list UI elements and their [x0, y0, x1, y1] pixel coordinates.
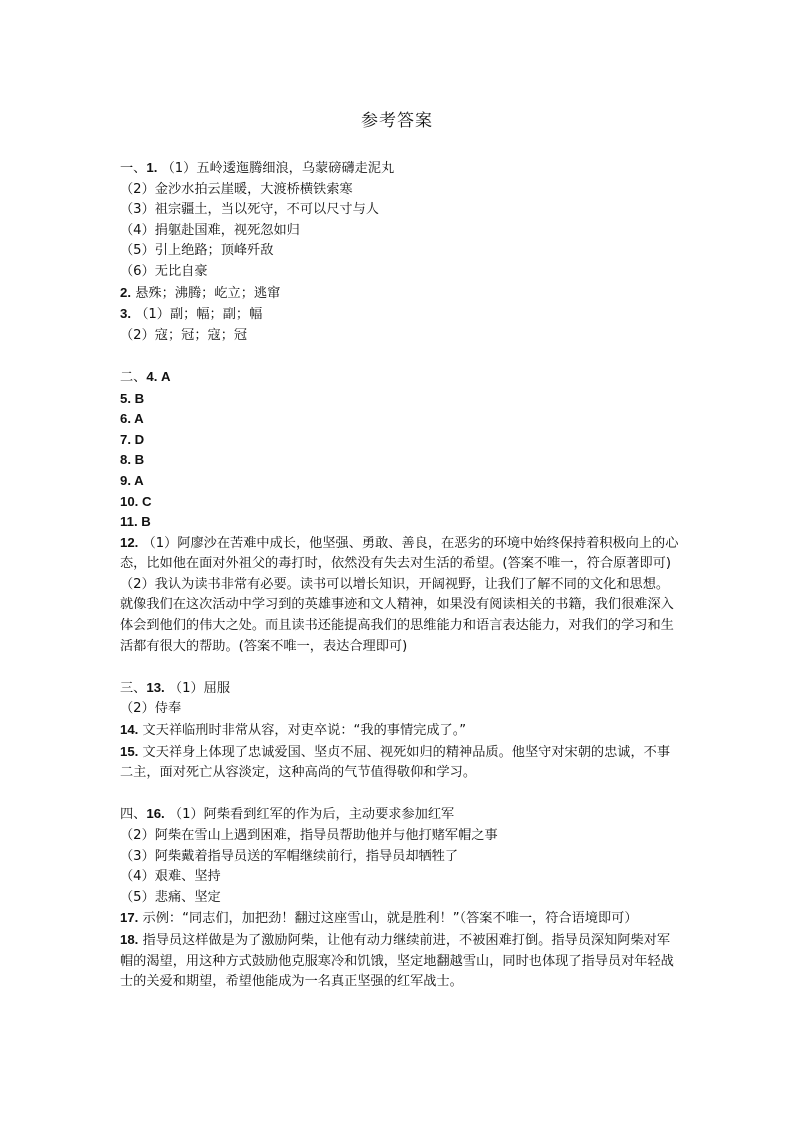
q12-answer-1: （1）阿廖沙在苦难中成长，他坚强、勇敢、善良，在恶劣的环境中始终保持着积极向上的心态，比如他在面对外祖父的毒打时，依然没有失去对生活的希望。(答案不唯一，符合原著即可) — [120, 535, 679, 572]
q12-answer-2: （2）我认为读书非常有必要。读书可以增长知识，开阔视野，让我们了解不同的文化和思想。就像我们在这次活动中学习到的英雄事迹和文人精神，如果没有阅读相关的书籍，我们很难深入体会到他们的伟大之处。而且读书还能提高我们的思维能力和语言表达能力，对我们的学习和生活都有很大的帮助。(答案不唯一，表达合理即可) — [120, 576, 674, 654]
page-title: 参考答案 — [361, 111, 433, 131]
q4-answer: 4. A — [146, 368, 171, 384]
q17-number: 17. — [120, 910, 139, 926]
q3-answer-1: （1）副；幅；副；幅 — [135, 307, 263, 323]
q4-line — [120, 367, 680, 389]
q2-answer: 悬殊；沸腾；屹立；逃窜 — [135, 285, 281, 301]
q11-answer: 11. B — [120, 514, 151, 530]
section-3-prefix: 三、 — [120, 680, 147, 696]
q5-answer: 5. B — [120, 390, 145, 406]
q1-line-1 — [120, 158, 680, 180]
q1-answer-4: （4）捐躯赴国难，视死忽如归 — [120, 222, 300, 238]
q8-answer: 8. B — [120, 452, 145, 468]
q1-number: 1. — [146, 160, 158, 175]
q18-answer: 指导员这样做是为了激励阿柴，让他有动力继续前进，不被困难打倒。指导员深知阿柴对军帽的渴望，用这种方式鼓励他克服寒冷和饥饿，坚定地翻越雪山，同时也体现了指导员对年轻战士的关爱和期望，希望他能成为一名真正坚强的红军战士。 — [120, 932, 674, 990]
q10-answer: 10. C — [120, 493, 152, 509]
section-1-prefix: 一、 — [120, 161, 147, 176]
section-2-prefix: 二、 — [120, 369, 147, 385]
q6-answer: 6. A — [120, 411, 144, 427]
spacer — [120, 346, 680, 367]
q14-answer: 文天祥临刑时非常从容，对吏卒说：“我的事情完成了。” — [142, 723, 467, 739]
q2-number: 2. — [120, 284, 131, 300]
spacer — [120, 784, 680, 805]
q16-number: 16. — [146, 806, 165, 822]
q13-line — [120, 678, 680, 700]
q13-answer-1: （1）屈服 — [168, 680, 231, 696]
q12-number: 12. — [120, 534, 139, 550]
q15-line — [120, 742, 680, 784]
q14-line — [120, 720, 680, 742]
q1-answer-3: （3）祖宗疆土，当以死守，不可以尺寸与人 — [120, 202, 379, 218]
q9-answer: 9. A — [120, 472, 144, 488]
q13-number: 13. — [146, 679, 165, 695]
q1-answer-1: （1）五岭逶迤腾细浪，乌蒙磅礴走泥丸 — [161, 161, 395, 176]
q17-line — [120, 908, 680, 930]
q16-answer-4: （4）艰难、坚持 — [120, 869, 221, 885]
q16-answer-2: （2）阿柴在雪山上遇到困难，指导员帮助他并与他打赌军帽之事 — [120, 828, 498, 843]
q16-answer-5: （5）悲痛、坚定 — [120, 889, 221, 905]
q2-line — [120, 283, 680, 305]
q18-number: 18. — [120, 931, 139, 947]
q1-answer-6: （6）无比自豪 — [120, 263, 208, 279]
q12-part-1 — [120, 533, 680, 575]
q16-answer-1: （1）阿柴看到红军的作为后，主动要求参加红军 — [168, 807, 455, 823]
q17-answer: 示例：“同志们，加把劲！翻过这座雪山，就是胜利！”（答案不唯一，符合语境即可） — [142, 911, 638, 927]
q3-line — [120, 304, 680, 326]
q3-answer-2: （2）寇；冠；寇；冠 — [120, 327, 248, 343]
section-4-prefix: 四、 — [120, 807, 147, 823]
q13-answer-2: （2）侍奉 — [120, 701, 182, 717]
q18-line — [120, 930, 680, 993]
q16-answer-3: （3）阿柴戴着指导员送的军帽继续前行，指导员却牺牲了 — [120, 848, 459, 864]
spacer — [120, 657, 680, 678]
q15-number: 15. — [120, 743, 139, 759]
q1-answer-5: （5）引上绝路；顶峰歼敌 — [120, 243, 274, 259]
q16-line — [120, 804, 680, 826]
q7-answer: 7. D — [120, 431, 145, 447]
answer-content — [120, 158, 680, 993]
q14-number: 14. — [120, 722, 139, 738]
q15-answer: 文天祥身上体现了忠诚爱国、坚贞不屈、视死如归的精神品质。他坚守对宋朝的忠诚，不事二主，面对死亡从容淡定，这种高尚的气节值得敬仰和学习。 — [120, 744, 671, 781]
q3-number: 3. — [120, 306, 131, 322]
q1-answer-2: （2）金沙水拍云崖暖，大渡桥横铁索寒 — [120, 181, 353, 197]
